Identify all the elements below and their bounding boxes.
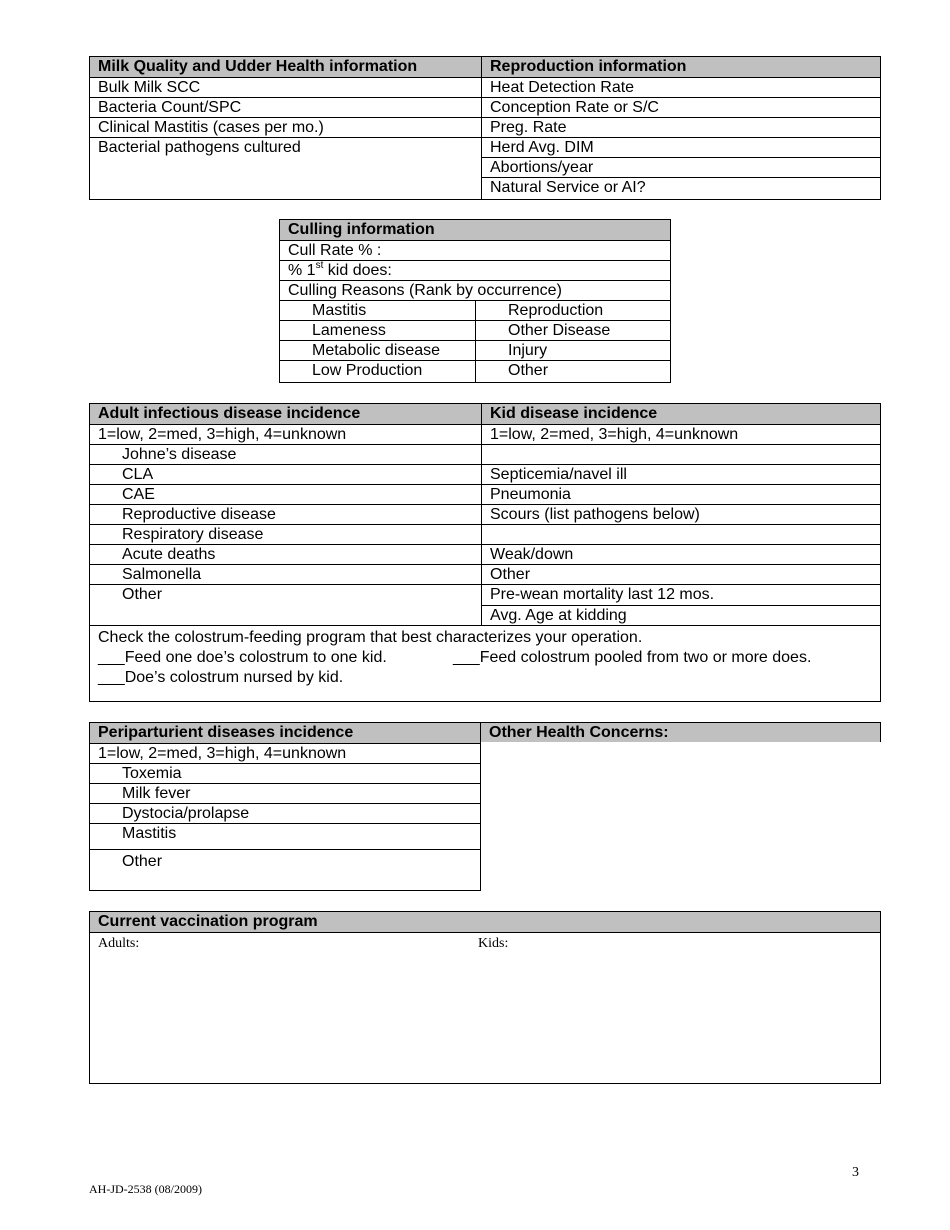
- kid-item-pneumonia: Pneumonia: [481, 485, 880, 505]
- first-kid-sup: st: [315, 259, 324, 271]
- peri-item-other: Other: [122, 853, 163, 870]
- first-kid-suffix: kid does:: [323, 262, 392, 279]
- repro-item-abortions: Abortions/year: [481, 158, 880, 178]
- vaccination-header: Current vaccination program: [90, 912, 880, 933]
- adult-item-respiratory: Respiratory disease: [90, 525, 481, 545]
- milk-item-bulk-scc: Bulk Milk SCC: [90, 78, 481, 98]
- repro-item-preg-rate: Preg. Rate: [481, 118, 880, 138]
- cull-reason-reproduction: Reproduction: [475, 301, 670, 321]
- kid-item-blank-1: [481, 445, 880, 465]
- colostrum-option-pooled[interactable]: ___Feed colostrum pooled from two or more does.: [453, 649, 812, 666]
- kid-disease-header: Kid disease incidence: [481, 404, 880, 425]
- milk-reproduction-table: [89, 56, 881, 200]
- kid-item-blank-2: [481, 525, 880, 545]
- peri-item-toxemia: Toxemia: [90, 764, 480, 784]
- adult-disease-header: Adult infectious disease incidence: [90, 404, 481, 425]
- periparturient-table: [89, 722, 481, 891]
- adult-item-johnes: Johne’s disease: [90, 445, 481, 465]
- peri-item-dystocia: Dystocia/prolapse: [90, 804, 480, 824]
- vaccination-adults-label: Adults:: [98, 936, 140, 951]
- culling-header: Culling information: [280, 220, 670, 241]
- kid-item-avg-age-kidding: Avg. Age at kidding: [481, 606, 880, 626]
- cull-reason-mastitis: Mastitis: [280, 301, 475, 321]
- kid-item-weak-down: Weak/down: [481, 545, 880, 565]
- adult-scale: 1=low, 2=med, 3=high, 4=unknown: [90, 425, 481, 445]
- cull-reason-other-disease: Other Disease: [475, 321, 670, 341]
- kid-item-prewean-mortality: Pre-wean mortality last 12 mos.: [481, 585, 880, 606]
- vaccination-kids-label: Kids:: [478, 936, 509, 951]
- milk-quality-header: Milk Quality and Udder Health information: [90, 57, 481, 78]
- disease-incidence-table: [89, 403, 881, 702]
- adult-item-reproductive: Reproductive disease: [90, 505, 481, 525]
- kid-scale: 1=low, 2=med, 3=high, 4=unknown: [481, 425, 880, 445]
- adult-item-salmonella: Salmonella: [90, 565, 481, 585]
- milk-item-clinical-mastitis: Clinical Mastitis (cases per mo.): [90, 118, 481, 138]
- peri-item-mastitis: Mastitis: [90, 824, 480, 850]
- colostrum-option-one-to-one[interactable]: ___Feed one doe’s colostrum to one kid.: [98, 649, 387, 666]
- repro-item-heat-detection: Heat Detection Rate: [481, 78, 880, 98]
- first-kid-prefix: % 1: [288, 262, 316, 279]
- vaccination-table: [89, 911, 881, 1084]
- kid-item-other: Other: [481, 565, 880, 585]
- cull-reason-low-production: Low Production: [312, 362, 423, 379]
- milk-item-bacterial-pathogens: Bacterial pathogens cultured: [98, 139, 301, 156]
- kid-item-septicemia: Septicemia/navel ill: [481, 465, 880, 485]
- cull-reason-injury: Injury: [475, 341, 670, 361]
- colostrum-question: Check the colostrum-feeding program that best characterizes your operation.: [98, 629, 643, 646]
- repro-item-herd-avg-dim: Herd Avg. DIM: [481, 138, 880, 158]
- first-kid-does-row: [280, 261, 670, 281]
- reproduction-header: Reproduction information: [481, 57, 880, 78]
- colostrum-option-nursed[interactable]: ___Doe’s colostrum nursed by kid.: [98, 669, 344, 686]
- cull-rate-row: Cull Rate % :: [280, 241, 670, 261]
- peri-item-milk-fever: Milk fever: [90, 784, 480, 804]
- other-health-concerns-label: Other Health Concerns:: [489, 724, 669, 741]
- adult-item-other: Other: [90, 585, 481, 626]
- kid-item-scours: Scours (list pathogens below): [481, 505, 880, 525]
- other-health-concerns-header: [481, 722, 881, 742]
- page-number: 3: [852, 1165, 859, 1180]
- cull-reason-other: Other: [475, 361, 670, 382]
- form-code: AH-JD-2538 (08/2009): [89, 1182, 202, 1196]
- repro-item-conception-rate: Conception Rate or S/C: [481, 98, 880, 118]
- adult-item-cla: CLA: [90, 465, 481, 485]
- periparturient-scale: 1=low, 2=med, 3=high, 4=unknown: [90, 744, 480, 764]
- culling-table: [279, 219, 671, 383]
- repro-item-natural-service: Natural Service or AI?: [481, 178, 880, 199]
- culling-reasons-row: Culling Reasons (Rank by occurrence): [280, 281, 670, 301]
- cull-reason-lameness: Lameness: [280, 321, 475, 341]
- milk-item-bacteria-count: Bacteria Count/SPC: [90, 98, 481, 118]
- periparturient-header: Periparturient diseases incidence: [90, 723, 480, 744]
- adult-item-acute-deaths: Acute deaths: [90, 545, 481, 565]
- cull-reason-metabolic: Metabolic disease: [280, 341, 475, 361]
- adult-item-cae: CAE: [90, 485, 481, 505]
